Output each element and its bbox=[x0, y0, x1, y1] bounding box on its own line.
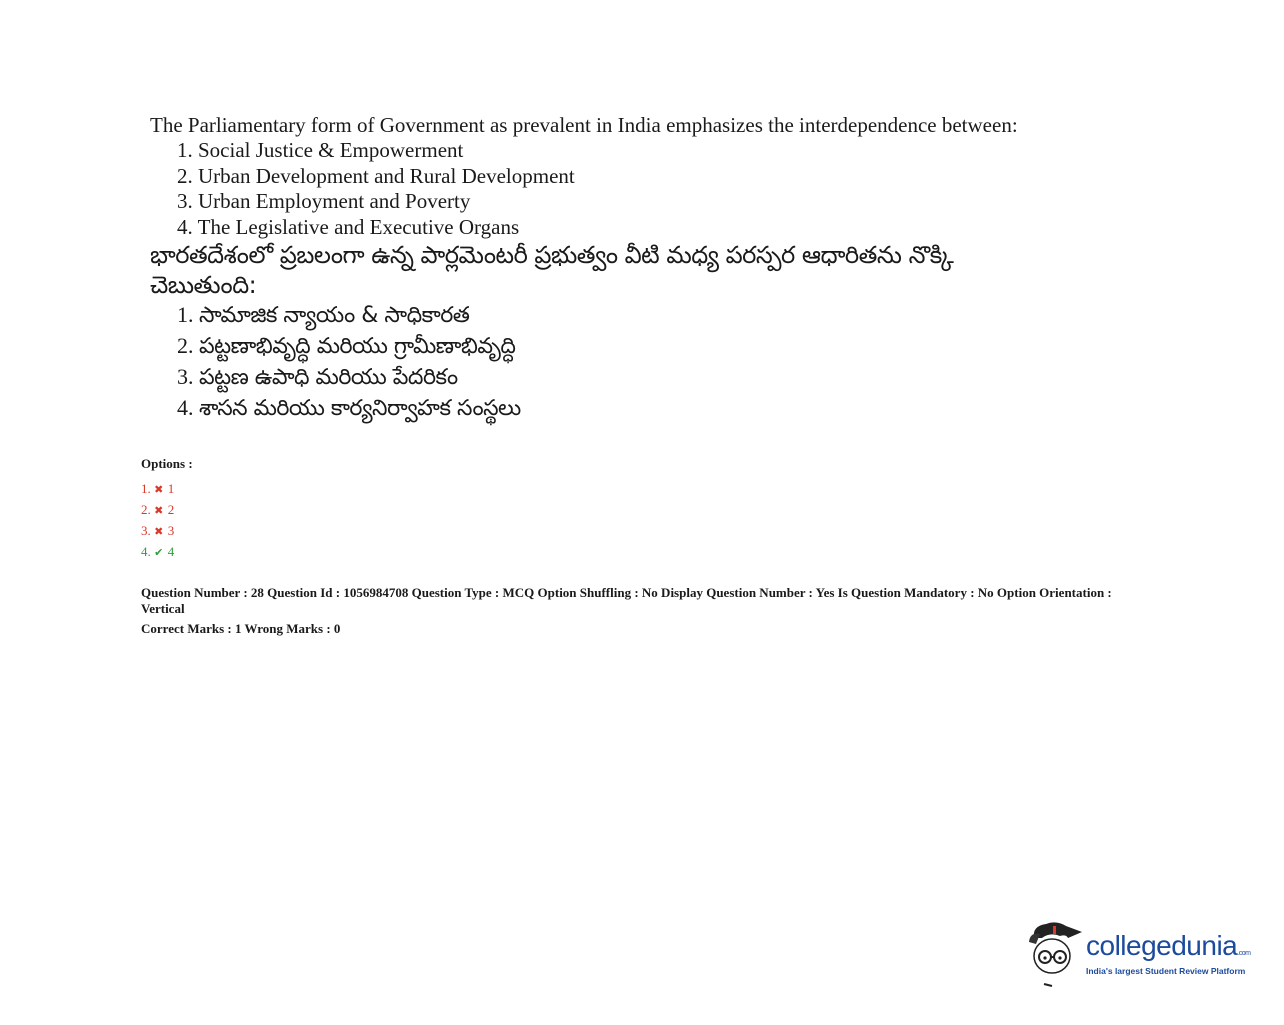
check-icon: ✔ bbox=[154, 547, 164, 559]
question-info: Question Number : 28 Question Id : 1056984708 Question Type : MCQ Option Shuffling : No Display Question Number : Yes Is Question Mandatory : No Option Orientation : Vertical bbox=[141, 585, 1112, 616]
english-option: 3. Urban Employment and Poverty bbox=[177, 189, 471, 213]
logo-tagline: India's largest Student Review Platform bbox=[1086, 966, 1246, 976]
question-text-telugu: భారతదేశంలో ప్రబలంగా ఉన్న పార్లమెంటరీ ప్రభుత్వం వీటి మధ్య పరస్పర ఆధారితను నొక్కి చెబుతుంది: bbox=[150, 241, 954, 299]
collegedunia-logo bbox=[1026, 918, 1256, 988]
telugu-option: 1. సామాజిక న్యాయం & సాధికారత bbox=[177, 302, 470, 328]
marks-info: Correct Marks : 1 Wrong Marks : 0 bbox=[141, 621, 341, 636]
telugu-option: 3. పట్టణ ఉపాధి మరియు పేదరికం bbox=[177, 364, 458, 390]
english-option: 2. Urban Development and Rural Development bbox=[177, 163, 575, 188]
telugu-option: 4. శాసన మరియు కార్యనిర్వాహక సంస్థలు bbox=[177, 395, 521, 421]
cross-icon: ✖ bbox=[154, 526, 164, 538]
cross-icon: ✖ bbox=[154, 505, 164, 517]
telugu-option-list bbox=[150, 300, 1050, 424]
logo-wordmark: collegedunia.com bbox=[1086, 930, 1251, 961]
question-block bbox=[150, 112, 1050, 424]
cross-icon: ✖ bbox=[154, 484, 164, 496]
telugu-option: 2. పట్టణాభివృద్ధి మరియు గ్రామీణాభివృద్ధి bbox=[177, 333, 516, 359]
option-row: 2. ✖ 2 bbox=[141, 499, 193, 520]
english-option: 1. Social Justice & Empowerment bbox=[177, 138, 464, 162]
options-section bbox=[141, 456, 193, 562]
english-option: 4. The Legislative and Executive Organs bbox=[177, 214, 520, 239]
option-row: 1. ✖ 1 bbox=[141, 478, 193, 499]
question-text-english: The Parliamentary form of Government as prevalent in India emphasizes the interdependence between: bbox=[150, 113, 1018, 137]
options-title: Options : bbox=[141, 456, 193, 471]
option-row: 3. ✖ 3 bbox=[141, 520, 193, 541]
mascot-icon bbox=[1026, 918, 1088, 990]
question-metadata bbox=[141, 585, 1141, 637]
option-row-correct: 4. ✔ 4 bbox=[141, 541, 193, 562]
english-option-list bbox=[150, 138, 1050, 240]
